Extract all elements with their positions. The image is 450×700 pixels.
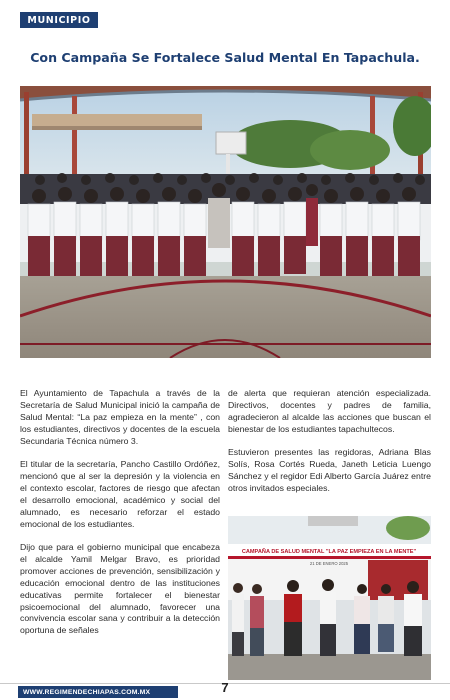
banner-title: CAMPAÑA DE SALUD MENTAL "LA PAZ EMPIEZA EN LA MENTE" [241, 549, 417, 555]
article-headline: Con Campaña Se Fortalece Salud Mental En Tapachula. [30, 50, 420, 65]
paragraph: Estuvieron presentes las regidoras, Adriana Blas Solís, Rosa Cortés Rueda, Janeth Leticia Luengo Sánchez y el regidor Edi Alberto García Juárez entre otros invitados especiales. [228, 447, 431, 493]
paragraph: de alerta que requieran atención especializada. Directivos, docentes y padres de familia, agradecieron al alcalde las acciones que buscan el bienestar de los estudiantes tapachultecos. [228, 388, 431, 434]
article-left-column [20, 388, 220, 649]
group-photo [20, 86, 431, 358]
paragraph: El titular de la secretaría, Pancho Castillo Ordóñez, mencionó que al ser la depresión y la violencia en el contexto escolar, factores de riesgo que afectan el desarrollo emocional, académico y social del alumnado, es necesario reforzar el estado emocional de los estudiantes. [20, 459, 220, 529]
banner-date: 21 DE ENERO 2025 [309, 561, 349, 566]
paragraph: El Ayuntamiento de Tapachula a través de la Secretaría de Salud Municipal inició la campaña de Salud Mental: “La paz empieza en la mente” , con los estudiantes, directivos y docentes de la escuela Secundaria Técnica número 3. [20, 388, 220, 446]
event-photo [228, 516, 431, 680]
section-tag: MUNICIPIO [20, 12, 98, 28]
paragraph: Dijo que para el gobierno municipal que encabeza el alcalde Yamil Melgar Bravo, es prioridad promover acciones de prevención, sensibilización y educación emocional dentro de las instituciones educativas permite fortalecer el bienestar psicoemocional del alumnado, favorecer una convivencia escolar sana y contribuir a la detección oportuna de señales [20, 541, 220, 636]
page-number: 7 [221, 680, 229, 695]
footer-website[interactable]: WWW.REGIMENDECHIAPAS.COM.MX [18, 686, 178, 698]
article-right-column [228, 388, 431, 506]
